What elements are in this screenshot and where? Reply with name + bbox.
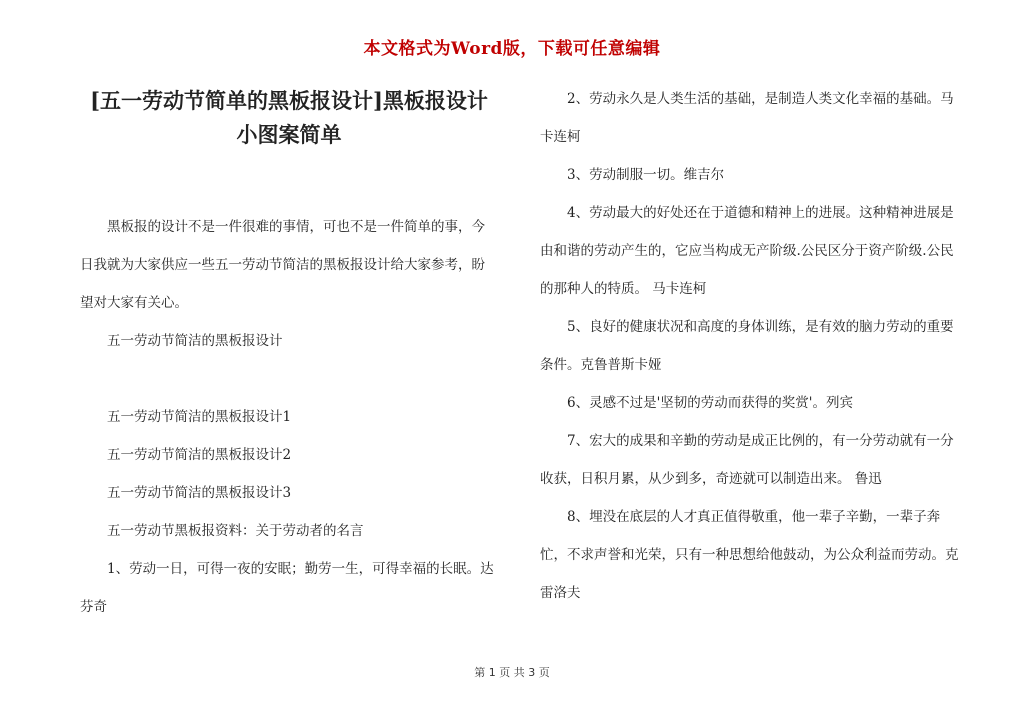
quote-2: 2、劳动永久是人类生活的基础，是制造人类文化幸福的基础。马卡连柯 — [540, 91, 954, 145]
quote-5: 5、良好的健康状况和高度的身体训练，是有效的脑力劳动的重要条件。克鲁普斯卡娅 — [540, 319, 954, 373]
image-placeholder — [80, 360, 498, 398]
page-footer: 第 1 页 共 3 页 — [474, 666, 550, 679]
quote-3: 3、劳动制服一切。维吉尔 — [567, 167, 725, 183]
title-spacer — [80, 152, 498, 208]
quote-1: 1、劳动一日，可得一夜的安眠；勤劳一生，可得幸福的长眠。达芬奇 — [80, 561, 494, 615]
design-item-3: 五一劳动节简洁的黑板报设计3 — [107, 485, 292, 501]
design-item-1: 五一劳动节简洁的黑板报设计1 — [107, 409, 292, 425]
quote-7: 7、宏大的成果和辛勤的劳动是成正比例的，有一分劳动就有一分收获，日积月累，从少到多，奇迹就可以制造出来。 鲁迅 — [540, 433, 954, 487]
quotes-heading: 五一劳动节黑板报资料：关于劳动者的名言 — [107, 523, 364, 539]
document-title: [五一劳动节简单的黑板报设计]黑板报设计小图案简单 — [90, 88, 488, 147]
design-item-2: 五一劳动节简洁的黑板报设计2 — [107, 447, 292, 463]
section-heading: 五一劳动节简洁的黑板报设计 — [107, 333, 283, 349]
quote-8: 8、埋没在底层的人才真正值得敬重，他一辈子辛勤，一辈子奔忙，不求声誉和光荣，只有一种思想给他鼓动，为公众利益而劳动。克雷洛夫 — [540, 509, 959, 601]
quote-4: 4、劳动最大的好处还在于道德和精神上的进展。这种精神进展是由和谐的劳动产生的，它应当构成无产阶级.公民区分于资产阶级.公民的那种人的特质。 马卡连柯 — [540, 205, 954, 297]
download-banner: 本文格式为Word版，下载可任意编辑 — [363, 39, 661, 59]
intro-paragraph: 黑板报的设计不是一件很难的事情，可也不是一件简单的事，今日我就为大家供应一些五一劳动节简洁的黑板报设计给大家参考，盼望对大家有关心。 — [80, 219, 485, 311]
left-column — [80, 84, 498, 626]
quote-6: 6、灵感不过是'坚韧的劳动而获得的奖赏'。列宾 — [567, 395, 854, 411]
right-column — [540, 80, 965, 612]
